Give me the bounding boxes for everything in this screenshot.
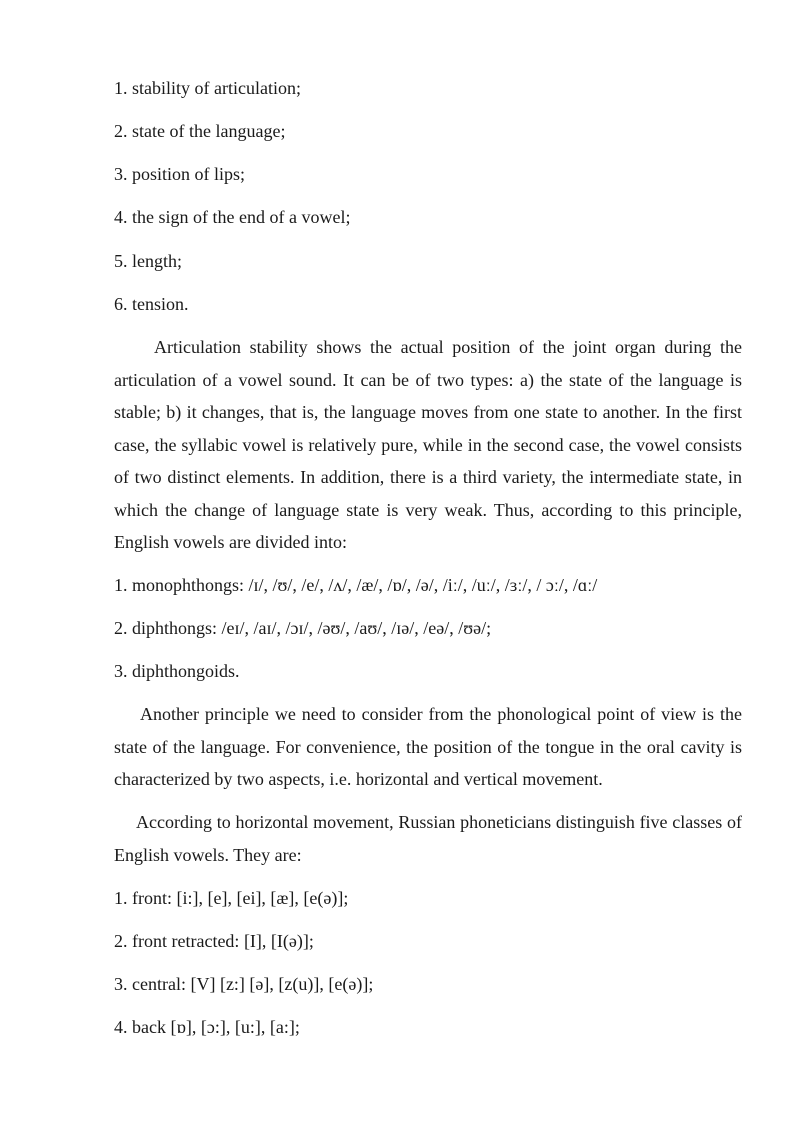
paragraph-horizontal-movement: According to horizontal movement, Russian phoneticians distinguish five classes of English vowels. They are: [114,812,742,865]
features-list-item-6: 6. tension. [114,294,189,314]
vowel-types-item-2: 2. diphthongs: /eɪ/, /aɪ/, /ɔɪ/, /əʊ/, /aʊ/, /ɪə/, /eə/, /ʊə/; [114,618,492,638]
horizontal-class-item-3: 3. central: [V] [z:] [ə], [z(u)], [e(ə)]; [114,974,374,994]
horizontal-class-item-1: 1. front: [i:], [e], [ei], [æ], [e(ə)]; [114,888,349,908]
vowel-types-item-1: 1. monophthongs: /ɪ/, /ʊ/, /e/, /ʌ/, /æ/, /ɒ/, /ə/, /iː/, /uː/, /ɜː/, / ɔː/, /ɑː/ [114,575,598,595]
features-list-item-3: 3. position of lips; [114,164,246,184]
paragraph-articulation-stability: Articulation stability shows the actual position of the joint organ during the articulation of a vowel sound. It can be of two types: a) the state of the language is stable; b) it changes, that is, the language moves from one state to another. In the first case, the syllabic vowel is relatively pure, while in the second case, the vowel consists of two distinct elements. In addition, there is a third variety, the intermediate state, in which the change of language state is very weak. Thus, according to this principle, English vowels are divided into: [114,337,742,552]
features-list-item-5: 5. length; [114,251,182,271]
paragraph-state-of-language: Another principle we need to consider from the phonological point of view is the state of the language. For convenience, the position of the tongue in the oral cavity is characterized by two aspects, i.e. horizontal and vertical movement. [114,704,742,789]
features-list-item-1: 1. stability of articulation; [114,78,301,98]
horizontal-class-item-2: 2. front retracted: [I], [I(ə)]; [114,931,314,951]
horizontal-class-item-4: 4. back [ɒ], [ɔ:], [u:], [a:]; [114,1017,300,1037]
features-list-item-2: 2. state of the language; [114,121,286,141]
vowel-types-item-3: 3. diphthongoids. [114,661,240,681]
features-list-item-4: 4. the sign of the end of a vowel; [114,207,351,227]
